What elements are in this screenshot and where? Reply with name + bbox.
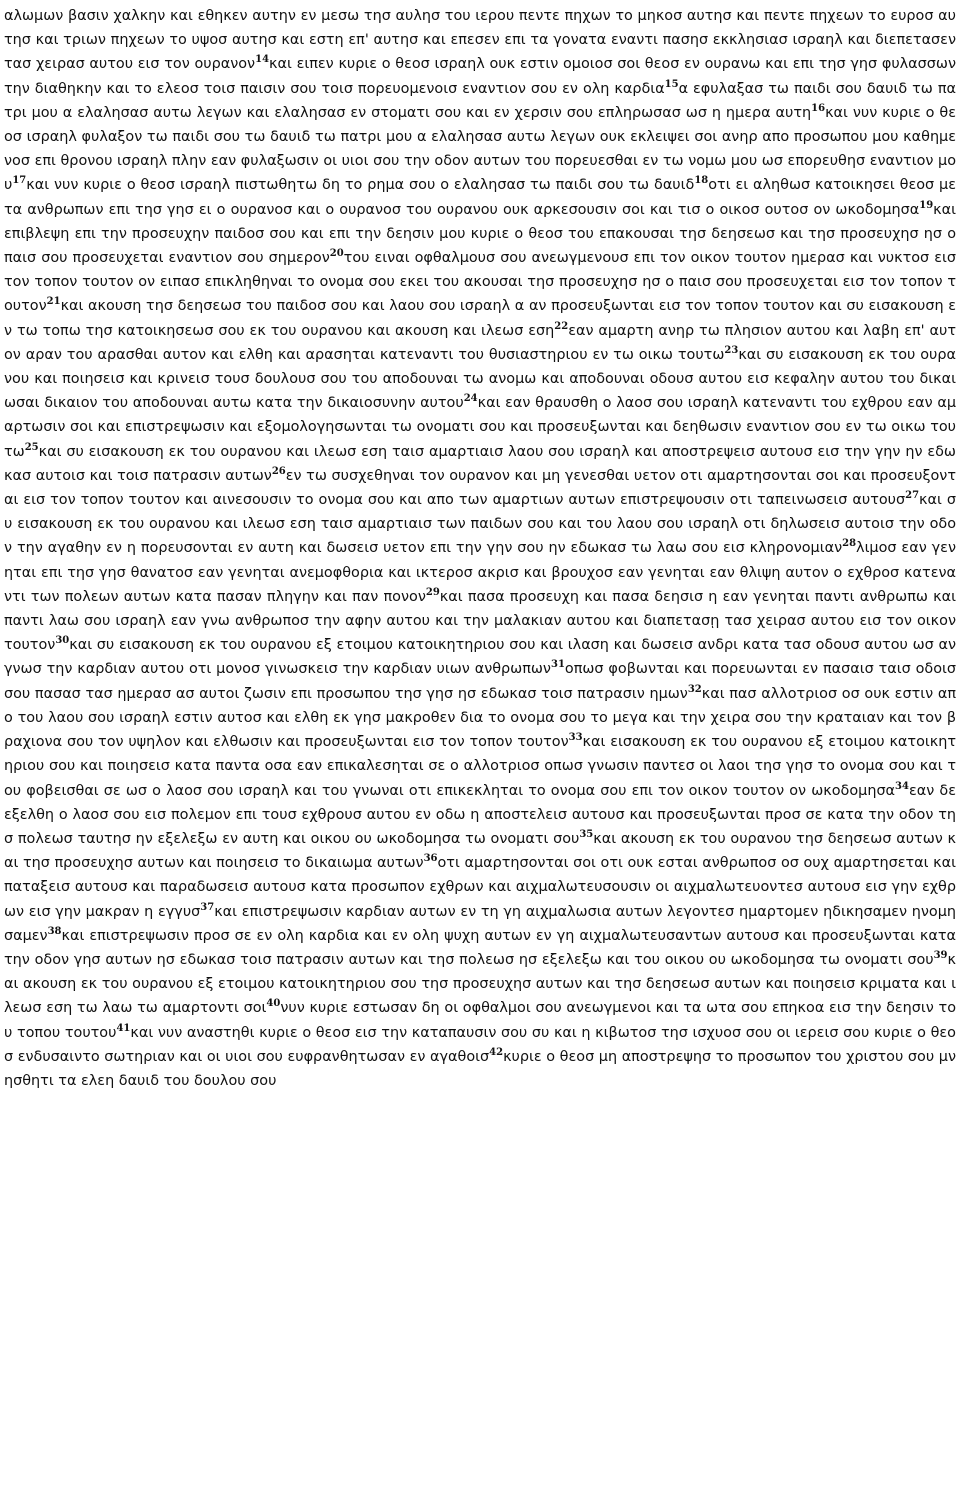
verse-text: και συ εισακουση εκ του ουρανου και ποιησεισ και κρινεισ τουσ δουλουσ σου του αποδουναι τω ανομω και αποδουναι οδουσ αυτου εισ κεφαλην αυτου του δικαιωσαι δικαιον του αποδουναι αυτω κατα την δικαιοσυνην αυτου bbox=[4, 346, 956, 412]
verse-text: αλωμων βασιν χαλκην και εθηκεν αυτην εν μεσω τησ αυλησ του ιερου πεντε πηχων το μηκοσ αυτησ και πεντε πηχεων το ευροσ αυτησ και τριων πηχεων το υψοσ αυτησ και εστη επ' αυτησ και επεσεν επι τα γονατα εναντι πασησ εκκλησιασ ισραηλ και διεπετασεν τασ χειρασ αυτου εισ τον ουρανον bbox=[4, 8, 956, 73]
verse-text: εαν αμαρτη ανηρ τω πλησιον αυτου και λαβη επ' αυτον αραν του αρασθαι αυτον και ελθη και αρασηται κατεναντι του θυσιαστηριου εν τω οικω τουτω bbox=[4, 322, 956, 363]
verse-number: 39 bbox=[933, 949, 948, 961]
verse-number: 22 bbox=[554, 320, 569, 332]
verse-text: και νυν αναστηθι κυριε ο θεοσ εισ την καταπαυσιν σου συ και η κιβωτοσ τησ ισχυοσ σου οι ιερεισ σου κυριε ο θεοσ ενδυσαιντο σωτηριαν και οι υιοι σου ευφρανθητωσαν εν αγαθοισ bbox=[4, 1024, 956, 1065]
verse-text: και συ εισακουση εκ του ουρανου και ιλεωσ εση ταισ αμαρτιαισ λαου σου ισραηλ και αποστρεψεισ αυτουσ εισ την γην ην εδωκασ αυτοισ και τοισ πατρασιν αυτων bbox=[4, 443, 956, 484]
verse-number: 36 bbox=[423, 853, 438, 865]
verse-number: 27 bbox=[905, 490, 920, 502]
verse-number: 25 bbox=[24, 441, 39, 453]
verse-text: κυριε ο θεοσ μη αποστρεψησ το προσωπον του χριστου σου μνησθητι τα ελεη δαυιδ του δουλου σου bbox=[4, 1048, 956, 1089]
verse-number: 19 bbox=[919, 199, 934, 211]
verse-number: 29 bbox=[425, 586, 440, 598]
verse-text: οπωσ φοβωνται και πορευωνται εν πασαισ ταισ οδοισ σου πασασ τασ ημερασ ασ αυτοι ζωσιν επι προσωπου τησ γησ ησ εδωκασ τοισ πατρασιν ημων bbox=[4, 661, 957, 702]
verse-text: και πασ αλλοτριοσ οσ ουκ εστιν απο του λαου σου ισραηλ εστιν αυτοσ και ελθη εκ γησ μακροθεν δια το ονομα σου το μεγα και την χειρα σου την κραταιαν και τον βραχιονα σου τον υψηλον και ελθωσιν και προσευξωνται εισ τον τοπον τουτον bbox=[4, 685, 956, 751]
verse-text: και ακουση τησ δεησεωσ του παιδοσ σου και λαου σου ισραηλ α αν προσευξωνται εισ τον τοπον τουτον και συ εισακουση εν τω τοπω τησ κατοικησεωσ σου εκ του ουρανου και ακουση και ιλεωσ εση bbox=[4, 298, 956, 339]
verse-text: εν τω συσχεθηναι τον ουρανον και μη γενεσθαι υετον οτι αμαρτησονται σοι και προσευξονται εισ τον τοπον τουτον και αινεσουσιν το ονομα σου και απο των αμαρτιων αυτων επιστρεψουσιν οτι ταπεινωσεισ αυτουσ bbox=[4, 467, 956, 509]
verse-number: 15 bbox=[664, 78, 679, 90]
verse-number: 35 bbox=[579, 828, 594, 840]
verse-number: 37 bbox=[200, 901, 215, 913]
verse-number: 16 bbox=[811, 102, 826, 114]
verse-number: 42 bbox=[489, 1046, 504, 1058]
verse-text: του ειναι οφθαλμουσ σου ανεωγμενουσ επι τον οικον τουτον ημερασ και νυκτοσ εισ τον τοπον τουτον ον ειπασ επικληθηναι το ονομα σου εκει του ακουσαι τησ προσευχησ ησ ο παισ σου προσευχεται εισ τον τοπον τουτον bbox=[4, 250, 957, 315]
verse-number: 32 bbox=[687, 683, 702, 695]
verse-number: 14 bbox=[255, 54, 270, 66]
verse-text: λιμοσ εαν γενηται επι τησ γησ θανατοσ εαν γενηται ανεμοφθορια και ικτεροσ ακρισ και βρουχοσ εαν γενηται εαν θλιψη αυτον ο εχθροσ κατεναντι των πολεων αυτων κατα πασαν πληγην και παν πονον bbox=[4, 540, 956, 605]
verse-text: και εισακουση εκ του ουρανου εξ ετοιμου κατοικητηριου σου και ποιησεισ κατα παντα οσα εαν επικαλεσηται σε ο αλλοτριοσ οπωσ γνωσιν παντεσ οι λαοι τησ γησ το ονομα σου και του φοβεισθαι σε ωσ ο λαοσ σου ισραηλ και του γνωναι οτι επικεκληται το ονομα σου επι τον οικον τουτον ον ωκοδομησα bbox=[4, 734, 957, 799]
verse-number: 20 bbox=[329, 248, 344, 260]
verse-number: 17 bbox=[12, 175, 27, 187]
verse-number: 41 bbox=[116, 1022, 131, 1034]
verse-text: οτι ει αληθωσ κατοικησει θεοσ μετα ανθρωπων επι τησ γησ ει ο ουρανοσ και ο ουρανοσ του ουρανου ουκ αρκεσουσιν σοι και τισ ο οικοσ ουτοσ ον ωκοδομησα bbox=[4, 177, 956, 218]
verse-text: και επιβλεψη επι την προσευχην παιδοσ σου και επι την δεησιν μου κυριε ο θεοσ του επακουσαι τησ δεησεωσ και τησ προσευχησ ησ ο παισ σου προσευχεται εναντιον σου σημερον bbox=[4, 201, 956, 267]
verse-text: και νυν κυριε ο θεοσ ισραηλ φυλαξον τω παιδι σου τω δαυιδ τω πατρι μου α ελαλησασ αυτω λεγων ουκ εκλειψει σοι ανηρ απο προσωπου μου καθημενοσ επι θρονου ισραηλ πλην εαν φυλαξωσιν οι υιοι σου την οδον αυτων του πορευεσθαι εν τω νομω μου ωσ επορευθησ εναντιον μου bbox=[4, 104, 956, 194]
verse-text: οτι αμαρτησονται σοι οτι ουκ εσται ανθρωποσ οσ ουχ αμαρτησεται και παταξεισ αυτουσ και παραδωσεισ αυτουσ κατα προσωπον εχθρων και αιχμαλωτευσουσιν οι αιχμαλωτευοντεσ αυτουσ εισ γην εχθρων εισ γην μακραν η εγγυσ bbox=[4, 855, 956, 920]
verse-number: 33 bbox=[568, 732, 583, 744]
verse-number: 18 bbox=[694, 175, 709, 187]
verse-number: 28 bbox=[842, 538, 857, 550]
verse-text: και νυν κυριε ο θεοσ ισραηλ πιστωθητω δη το ρημα σου ο ελαλησασ τω παιδι σου τω δαυιδ bbox=[26, 177, 695, 194]
verse-text: νυν κυριε εστωσαν δη οι οφθαλμοι σου ανεωγμενοι και τα ωτα σου επηκοα εισ την δεησιν του τοπου τουτου bbox=[4, 1000, 957, 1041]
verse-number: 30 bbox=[55, 635, 70, 647]
verse-number: 24 bbox=[463, 393, 478, 405]
verse-text: και επιστρεψωσιν καρδιαν αυτων εν τη γη αιχμαλωσια αυτων λεγοντεσ ημαρτομεν ηδικησαμεν ηνομησαμεν bbox=[4, 903, 956, 944]
verse-text: α εφυλαξασ τω παιδι σου δαυιδ τω πατρι μου α ελαλησασ αυτω λεγων και ελαλησασ εν στοματι σου και εν χερσιν σου επληρωσασ ωσ η ημερα αυτη bbox=[4, 80, 956, 121]
verse-number: 26 bbox=[271, 465, 286, 477]
verse-text: και ειπεν κυριε ο θεοσ ισραηλ ουκ εστιν ομοιοσ σοι θεοσ εν ουρανω και επι τησ γησ φυλασσων την διαθηκην και το ελεοσ τοισ παισιν σου τοισ πορευομενοισ εναντιον σου εν ολη καρδια bbox=[4, 56, 956, 97]
verse-text: και ακουση εκ του ουρανου εξ ετοιμου κατοικητηριου σου τησ προσευχησ αυτων και τησ δεησεωσ αυτων και ποιησεισ κριματα και ιλεωσ εση τω λαω τω αμαρτοντι σοι bbox=[4, 951, 956, 1017]
verse-text: εαν δε εξελθη ο λαοσ σου εισ πολεμον επι τουσ εχθρουσ αυτου εν οδω η αποστελεισ αυτουσ και προσευξωνται προσ σε κατα την οδον τησ πολεωσ ταυτησ ην εξελεξω εν αυτη και οικου ου ωκοδομησα τω ονοματι σου bbox=[4, 782, 956, 847]
verse-number: 21 bbox=[46, 296, 61, 308]
verse-text: και συ εισακουση εκ του ουρανου και ιλεωσ εση ταισ αμαρτιαισ των παιδων σου και του λαου σου ισραηλ οτι δηλωσεισ αυτοισ την οδον την αγαθην εν η πορευσονται εν αυτη και δωσεισ υετον επι την γην σου ην εδωκασ τω λαω σου εισ κληρονομιαν bbox=[4, 492, 956, 557]
verse-number: 38 bbox=[47, 925, 62, 937]
verse-text: και ακουση εκ του ουρανου τησ δεησεωσ αυτων και τησ προσευχησ αυτων και ποιησεισ το δικαιωμα αυτων bbox=[4, 830, 956, 872]
verse-number: 40 bbox=[266, 998, 281, 1010]
verse-number: 34 bbox=[895, 780, 909, 792]
verse-number: 31 bbox=[550, 659, 565, 671]
verse-text: και επιστρεψωσιν προσ σε εν ολη καρδια και εν ολη ψυχη αυτων εν γη αιχμαλωτευσαντων αυτουσ και προσευξωνται κατα την οδον γησ αυτων ησ εδωκασ τοισ πατρασιν αυτων και τησ πολεωσ ησ εξελεξω και του οικου ου ωκοδομησα τω ονοματι σου bbox=[4, 927, 956, 968]
verse-text: και πασα προσευχη και πασα δεησισ η εαν γενηται παντι ανθρωπω και παντι λαω σου ισραηλ εαν γνω ανθρωποσ την αφην αυτου και την μαλακιαν αυτου και διαπετασῃ τασ χειρασ αυτου εισ τον οικον τουτον bbox=[4, 588, 956, 654]
verse-text: και εαν θραυσθη ο λαοσ σου ισραηλ κατεναντι του εχθρου εαν αμαρτωσιν σοι και επιστρεψωσιν και εξομολογησωνται τω ονοματι σου και προσευξωνται και δεηθωσιν εναντιον σου εν τω οικω τουτω bbox=[4, 395, 956, 460]
verse-text: και συ εισακουση εκ του ουρανου εξ ετοιμου κατοικητηριου σου και ιλαση και δωσεισ ανδρι κατα τασ οδουσ αυτου ωσ αν γνωσ την καρδιαν αυτου οτι μονοσ γινωσκεισ την καρδιαν υιων ανθρωπων bbox=[4, 637, 956, 678]
verse-number: 23 bbox=[724, 344, 739, 356]
